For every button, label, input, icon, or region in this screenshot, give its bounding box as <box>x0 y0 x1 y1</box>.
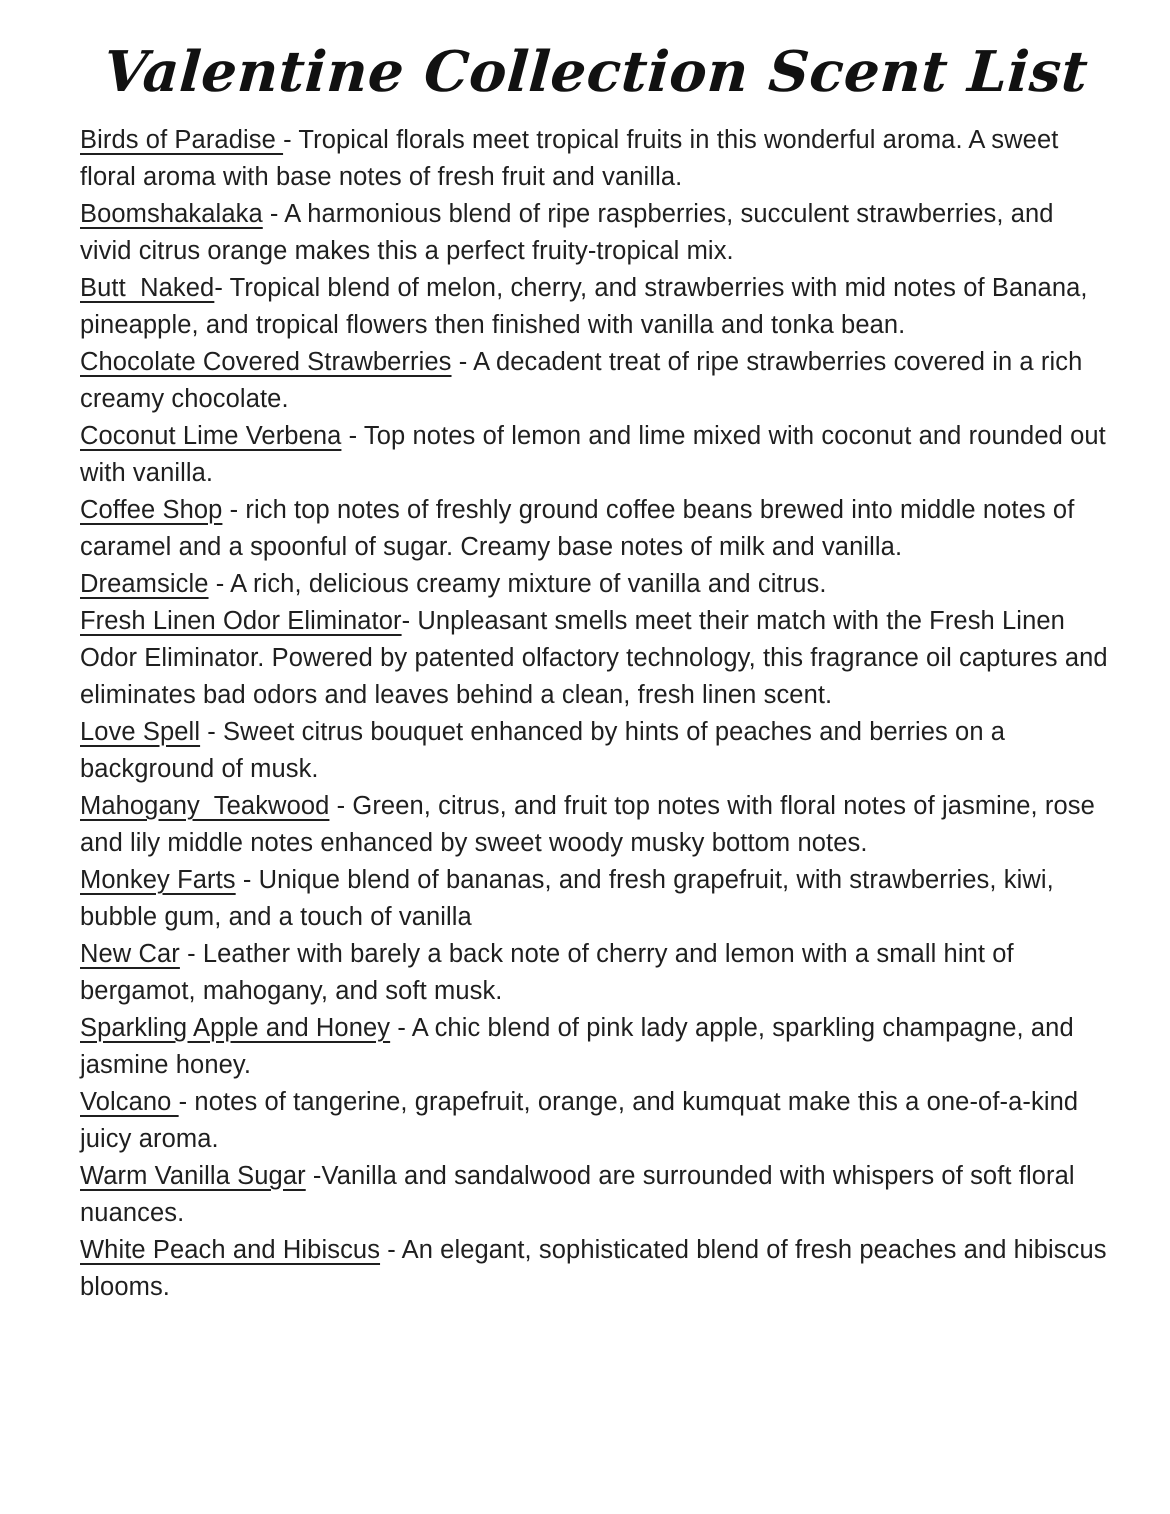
scent-entry <box>80 270 1112 344</box>
scent-name: Birds of Paradise <box>80 125 284 154</box>
scent-entry <box>80 714 1112 788</box>
scent-entry <box>80 603 1115 714</box>
scent-entry <box>80 1010 1112 1084</box>
scent-name: Monkey Farts <box>80 865 236 894</box>
scent-name: Dreamsicle <box>80 569 209 598</box>
scent-entry <box>80 418 1112 492</box>
scent-name: Boomshakalaka <box>80 199 263 228</box>
scent-entry <box>80 862 1112 936</box>
scent-description: - Unpleasant smells meet their match with the Fresh Linen Odor Eliminator. Powered by patented olfactory technology, this fragrance oil captures and eliminates bad odors and leaves behind a clean, fresh linen scent. <box>80 606 1115 709</box>
scent-name: Volcano <box>80 1087 179 1116</box>
scent-name: Mahogany Teakwood <box>80 791 330 820</box>
scent-description: - notes of tangerine, grapefruit, orange, and kumquat make this a one-of-a-kind juicy aroma. <box>80 1087 1086 1153</box>
scent-entry <box>80 566 1112 603</box>
scent-list <box>80 122 1115 1306</box>
scent-entry <box>80 122 1112 196</box>
page-title: Valentine Collection Scent List <box>101 39 1091 105</box>
scent-name: Sparkling Apple and Honey <box>80 1013 391 1042</box>
scent-description: - Tropical blend of melon, cherry, and strawberries with mid notes of Banana, pineapple, and tropical flowers then finished with vanilla and tonka bean. <box>80 273 1095 339</box>
scent-name: Butt Naked <box>80 273 215 302</box>
scent-entry <box>80 1084 1112 1158</box>
scent-entry <box>80 1232 1112 1306</box>
scent-entry <box>80 196 1112 270</box>
scent-entry <box>80 936 1112 1010</box>
scent-description: - A chic blend of pink lady apple, sparkling champagne, and jasmine honey. <box>80 1013 1081 1079</box>
scent-description: - A harmonious blend of ripe raspberries, succulent strawberries, and vivid citrus orange makes this a perfect fruity-tropical mix. <box>80 199 1061 265</box>
scent-description: - Green, citrus, and fruit top notes with floral notes of jasmine, rose and lily middle notes enhanced by sweet woody musky bottom notes. <box>80 791 1103 857</box>
scent-name: Coconut Lime Verbena <box>80 421 342 450</box>
scent-name: New Car <box>80 939 180 968</box>
scent-entry <box>80 492 1112 566</box>
scent-name: White Peach and Hibiscus <box>80 1235 381 1264</box>
scent-entry <box>80 788 1112 862</box>
scent-description: -Vanilla and sandalwood are surrounded with whispers of soft floral nuances. <box>80 1161 1082 1227</box>
scent-name: Fresh Linen Odor Eliminator <box>80 606 402 635</box>
scent-name: Love Spell <box>80 717 201 746</box>
scent-description: - Sweet citrus bouquet enhanced by hints of peaches and berries on a background of musk. <box>80 717 1013 783</box>
scent-description: - rich top notes of freshly ground coffee beans brewed into middle notes of caramel and a spoonful of sugar. Creamy base notes of milk and vanilla. <box>80 495 1082 561</box>
scent-description: - Tropical florals meet tropical fruits in this wonderful aroma. A sweet floral aroma with base notes of fresh fruit and vanilla. <box>80 125 1066 191</box>
scent-description: - A rich, delicious creamy mixture of vanilla and citrus. <box>208 569 827 598</box>
scent-description: - Leather with barely a back note of cherry and lemon with a small hint of bergamot, mahogany, and soft musk. <box>80 939 1021 1005</box>
scent-entry <box>80 344 1112 418</box>
scent-description: - Unique blend of bananas, and fresh grapefruit, with strawberries, kiwi, bubble gum, and a touch of vanilla <box>80 865 1062 931</box>
scent-name: Coffee Shop <box>80 495 223 524</box>
scent-description: - Top notes of lemon and lime mixed with coconut and rounded out with vanilla. <box>80 421 1114 487</box>
scent-description: - An elegant, sophisticated blend of fresh peaches and hibiscus blooms. <box>80 1235 1114 1301</box>
scent-description: - A decadent treat of ripe strawberries covered in a rich creamy chocolate. <box>80 347 1090 413</box>
scent-entry <box>80 1158 1112 1232</box>
scent-name: Chocolate Covered Strawberries <box>80 347 452 376</box>
scent-name: Warm Vanilla Sugar <box>80 1161 306 1190</box>
